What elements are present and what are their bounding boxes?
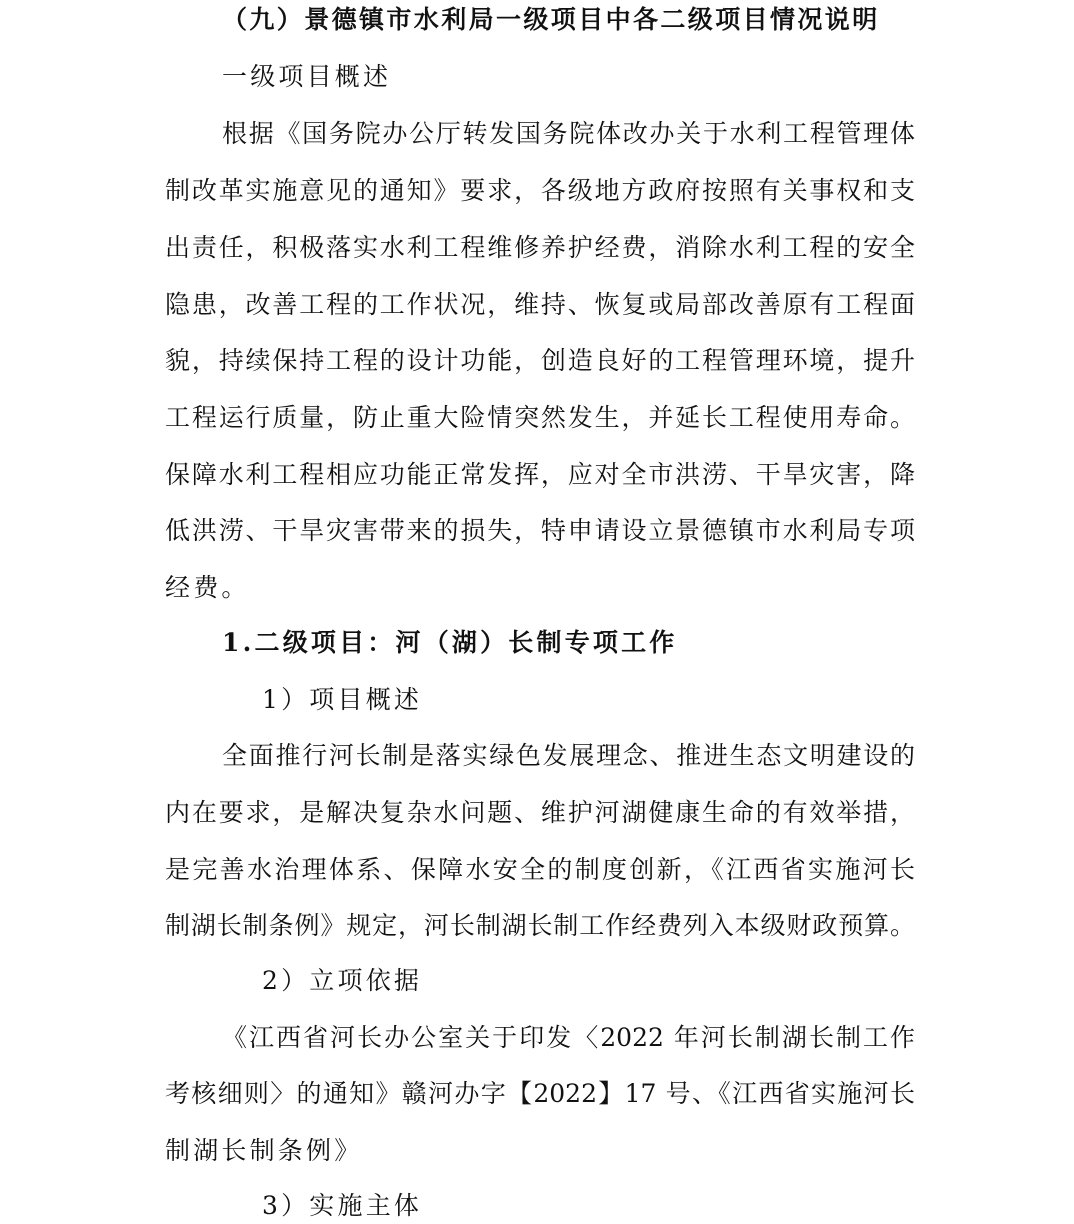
item1-sub2-line: 考核细则〉的通知》赣河办字【2022】17 号、《江西省实施河长 [165,1079,915,1108]
item1-sub1-heading: 1）项目概述 [262,685,423,714]
overview-line: 低洪涝、干旱灾害带来的损失，特申请设立景德镇市水利局专项 [165,516,915,545]
item1-sub1-line: 全面推行河长制是落实绿色发展理念、推进生态文明建设的 [222,741,915,770]
overview-line: 保障水利工程相应功能正常发挥，应对全市洪涝、干旱灾害，降 [165,460,915,489]
item1-heading: 1.二级项目：河（湖）长制专项工作 [222,628,678,657]
item1-sub2-heading: 2）立项依据 [262,966,423,995]
overview-line: 制改革实施意见的通知》要求，各级地方政府按照有关事权和支 [165,176,915,205]
item1-sub1-line: 内在要求，是解决复杂水问题、维护河湖健康生命的有效举措， [165,798,915,827]
overview-line: 经费。 [165,573,250,602]
overview-line: 根据《国务院办公厅转发国务院体改办关于水利工程管理体 [222,119,915,148]
item1-sub2-line: 《江西省河长办公室关于印发〈2022 年河长制湖长制工作 [222,1023,915,1052]
overview-line: 工程运行质量，防止重大险情突然发生，并延长工程使用寿命。 [165,403,915,432]
item1-sub3-heading: 3）实施主体 [262,1191,423,1220]
document-title: （九）景德镇市水利局一级项目中各二级项目情况说明 [222,5,880,34]
item1-sub1-line: 制湖长制条例》规定，河长制湖长制工作经费列入本级财政预算。 [165,911,915,940]
overview-line: 出责任，积极落实水利工程维修养护经费，消除水利工程的安全 [165,233,915,262]
overview-line: 隐患，改善工程的工作状况，维持、恢复或局部改善原有工程面 [165,290,915,319]
item1-sub1-line: 是完善水治理体系、保障水安全的制度创新，《江西省实施河长 [165,855,915,884]
item1-sub2-line: 制湖长制条例》 [165,1136,363,1165]
section-overview-heading: 一级项目概述 [222,62,392,91]
overview-line: 貌，持续保持工程的设计功能，创造良好的工程管理环境，提升 [165,346,915,375]
